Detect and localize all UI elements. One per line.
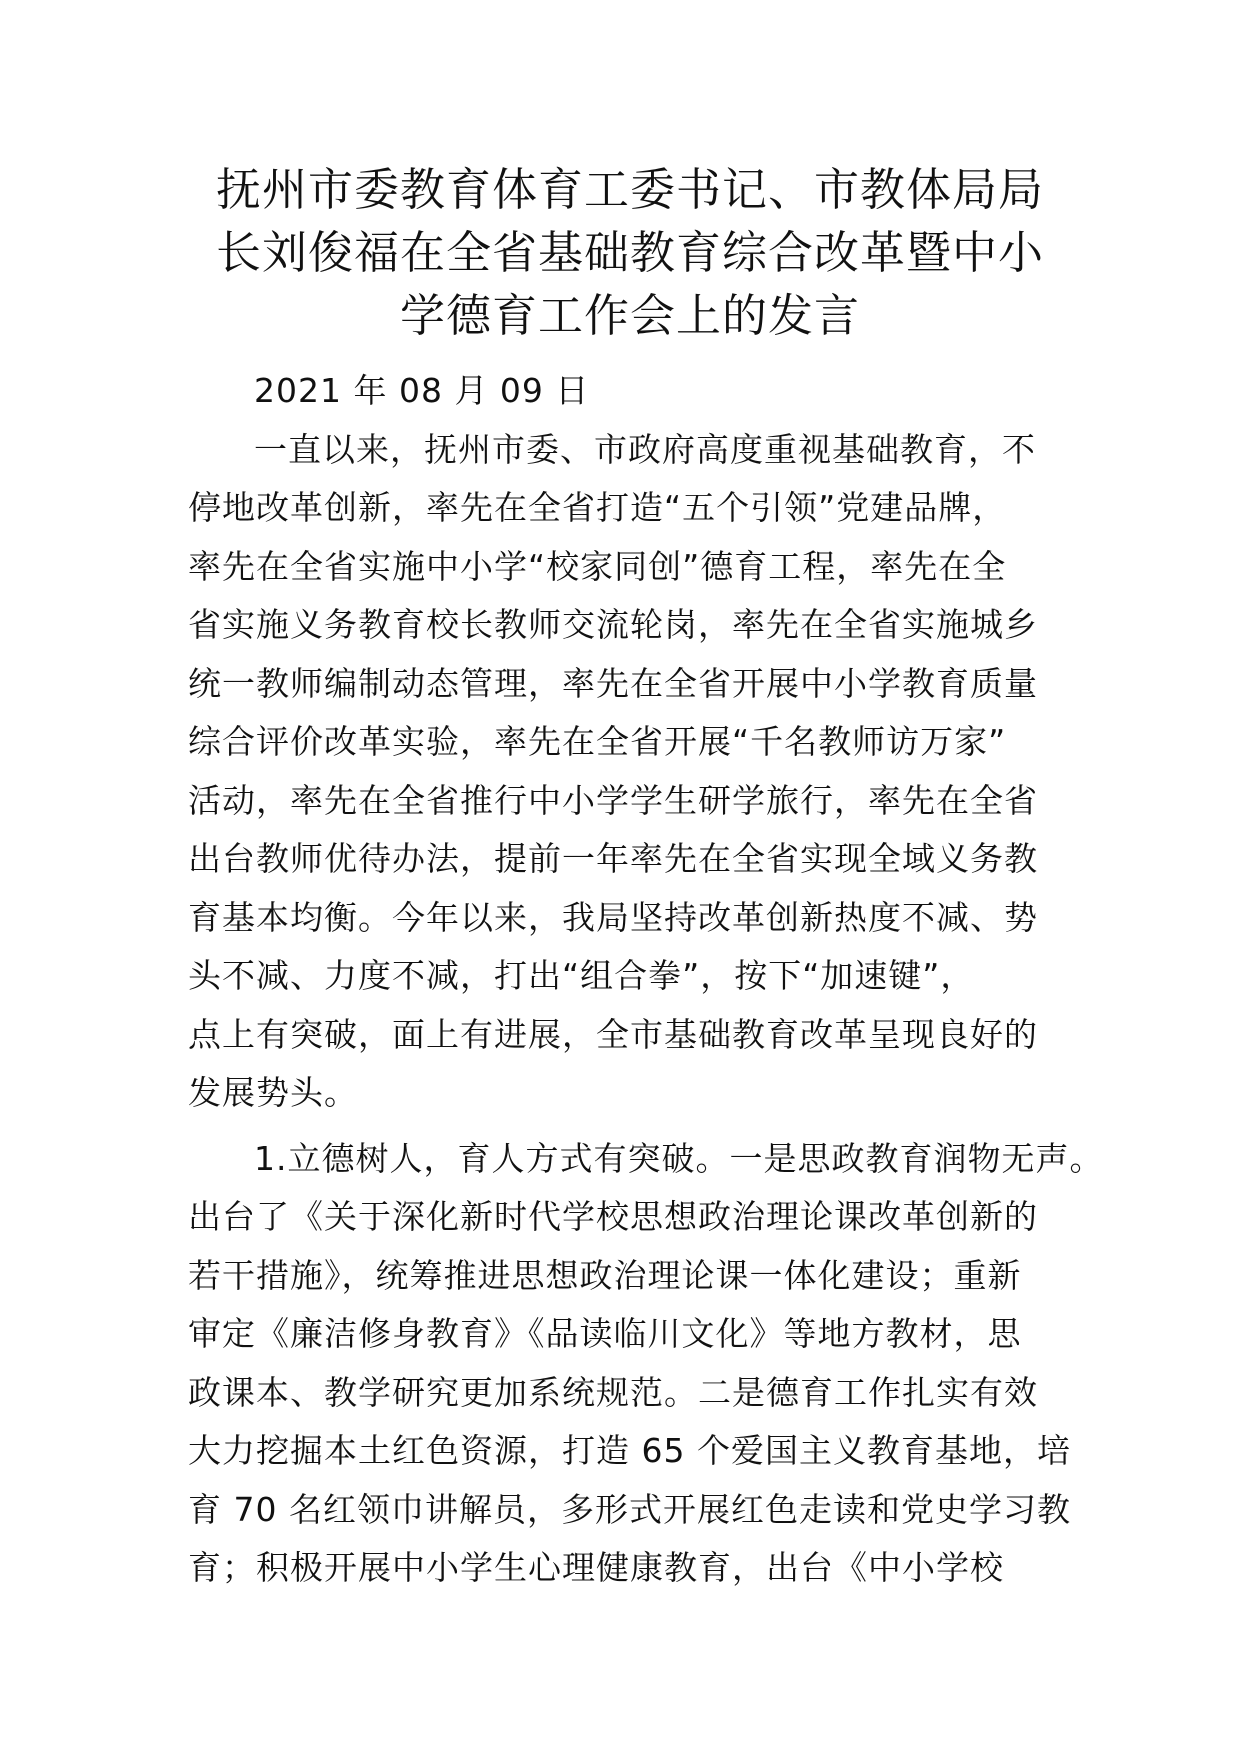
title-line-3: 学德育工作会上的发言 [399, 289, 860, 342]
paragraph-line: 停地改革创新，率先在全省打造“五个引领”党建品牌， [188, 488, 1007, 527]
document-body [188, 362, 1104, 1598]
paragraph-line: 一直以来，抚州市委、市政府高度重视基础教育，不 [254, 429, 1036, 469]
paragraph-line: 省实施义务教育校长教师交流轮岗，率先在全省实施城乡 [188, 605, 1038, 644]
paragraph-line: 审定《廉洁修身教育》《品读临川文化》等地方教材，思 [188, 1314, 1022, 1353]
paragraph-line: 头不减、力度不减，打出“组合拳”，按下“加速键”， [188, 956, 975, 995]
paragraph-line: 育基本均衡。今年以来，我局坚持改革创新热度不减、势 [188, 897, 1038, 937]
paragraph-line: 若干措施》，统筹推进思想政治理论课一体化建设；重新 [188, 1255, 1022, 1295]
paragraph-line: 率先在全省实施中小学“校家同创”德育工程，率先在全 [188, 546, 1007, 586]
paragraph-line: 政课本、教学研究更加系统规范。二是德育工作扎实有效 [188, 1372, 1038, 1412]
title-line-1: 抚州市委教育体育工委书记、市教体局局 [215, 163, 1044, 216]
paragraph-line: 出台教师优待办法，提前一年率先在全省实现全域义务教 [188, 839, 1038, 878]
paragraph-line: 活动，率先在全省推行中小学学生研学旅行，率先在全省 [188, 780, 1038, 820]
paragraph-line: 1.立德树人，育人方式有突破。一是思政教育润物无声。 [254, 1138, 1104, 1178]
paragraph-line: 统一教师编制动态管理，率先在全省开展中小学教育质量 [188, 663, 1038, 703]
paragraph-line: 育 70 名红领巾讲解员，多形式开展红色走读和党史学习教 [188, 1489, 1071, 1529]
paragraph-line: 育；积极开展中小学生心理健康教育，出台《中小学校 [188, 1548, 1004, 1587]
paragraph-line: 大力挖掘本土红色资源，打造 65 个爱国主义教育基地，培 [188, 1431, 1071, 1470]
title-line-2: 长刘俊福在全省基础教育综合改革暨中小 [215, 226, 1044, 279]
paragraph-intro [188, 421, 1058, 1123]
paragraph-section-1 [188, 1130, 1104, 1598]
paragraph-line: 发展势头。 [188, 1073, 358, 1112]
document-date: 2021 年 08 月 09 日 [254, 371, 590, 410]
paragraph-line: 综合评价改革实验，率先在全省开展“千名教师访万家” [188, 722, 1007, 761]
paragraph-line: 点上有突破，面上有进展，全市基础教育改革呈现良好的 [188, 1014, 1038, 1054]
paragraph-line: 出台了《关于深化新时代学校思想政治理论课改革创新的 [188, 1197, 1038, 1236]
document-title [180, 158, 1080, 347]
